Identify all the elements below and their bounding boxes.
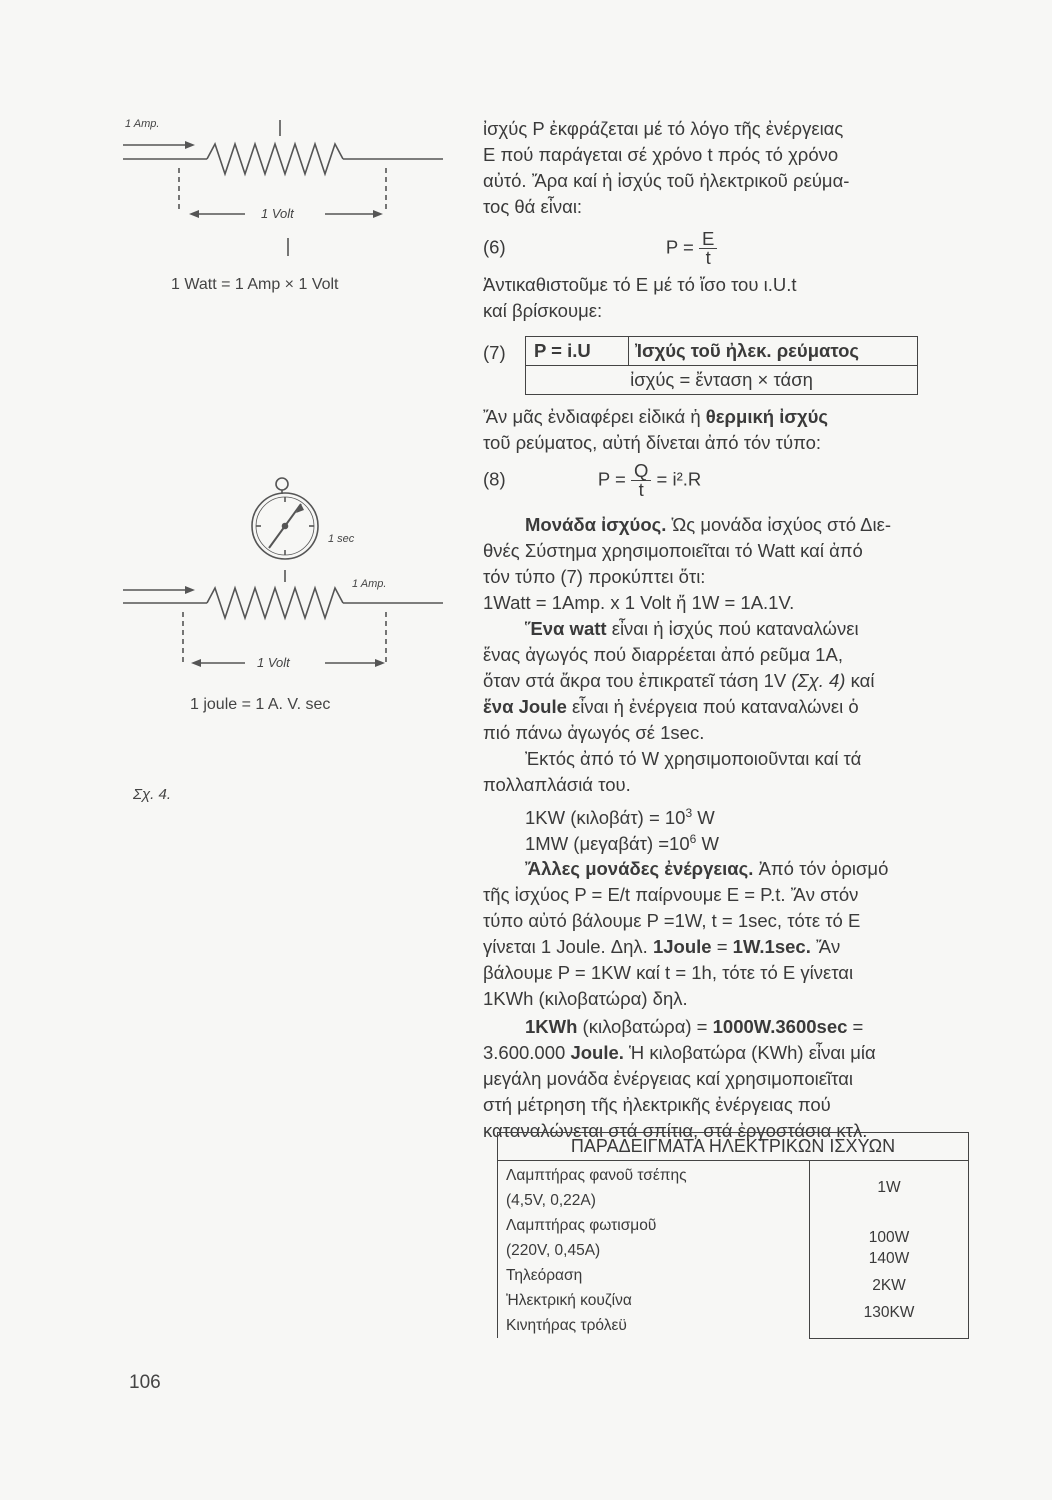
power-value: 130KW	[863, 1304, 915, 1321]
kwh-line	[525, 1014, 863, 1040]
denominator: t	[705, 247, 711, 268]
formula-box	[525, 336, 918, 395]
device-line: Λαμπτήρας φανοῦ τσέπης	[506, 1167, 687, 1184]
joule-line	[483, 694, 859, 720]
kwh-bold: 1000W.3600sec	[712, 1016, 848, 1037]
denominator: t	[638, 479, 644, 500]
intro-line: E πού παράγεται σέ χρόνο t πρός τό χρόνο	[483, 144, 839, 165]
device-line: Τηλεόραση	[506, 1267, 583, 1284]
joule-heading: ἕνα Joule	[483, 696, 567, 717]
heat-line: τοῦ ρεύματος, αὐτή δίνεται ἀπό τόν τύπο:	[483, 432, 822, 453]
joule-line: πιό πάνω ἀγωγός σέ 1sec.	[483, 722, 705, 743]
energy-bold: 1W.1sec.	[732, 936, 811, 957]
figure-watt	[115, 110, 455, 310]
power-value: 2KW	[872, 1277, 906, 1294]
table-cell-device	[498, 1161, 810, 1339]
substitution-line: καί βρίσκουμε:	[483, 300, 603, 321]
figure-ref: (Σχ. 4)	[791, 670, 846, 691]
heat-text: Ἄν μᾶς ἐνδιαφέρει εἰδικά ἡ	[483, 406, 706, 427]
device-line: (4,5V, 0,22A)	[506, 1192, 596, 1209]
numerator: Q	[631, 462, 651, 481]
equation-number: (8)	[483, 468, 506, 490]
energy-line: βάλουμε P = 1KW καί t = 1h, τότε τό E γίνεται	[483, 962, 854, 983]
amp-label: 1 Amp.	[352, 578, 387, 590]
multiples-line: Ἐκτός ἀπό τό W χρησιμοποιοῦνται καί τά	[525, 748, 862, 769]
equation-8	[483, 462, 701, 499]
energy-text: Ἀπό τόν ὁρισμό	[753, 858, 889, 879]
kwh-bold: 1KWh	[525, 1016, 578, 1037]
kw-text: 1KW (κιλοβάτ) = 10	[525, 807, 686, 829]
unit-line: 1Watt = 1Amp. x 1 Volt ἤ 1W = 1A.1V.	[483, 592, 795, 613]
unit-text: Ὡς μονάδα ἰσχύος στό Διε-	[666, 514, 892, 535]
kwh-line: στή μέτρηση τῆς ἠλεκτρικῆς ἐνέργειας πού	[483, 1094, 831, 1115]
energy-line	[525, 856, 888, 882]
kw-unit: W	[692, 807, 715, 829]
equation-number: (7)	[483, 342, 506, 363]
equation-6	[483, 230, 717, 267]
energy-line: 1KWh (κιλοβατώρα) δηλ.	[483, 988, 688, 1009]
kwh-line	[483, 1040, 876, 1066]
mw-line	[525, 826, 719, 857]
mw-text: 1MW (μεγαβάτ) =10	[525, 833, 690, 855]
formula-words: ἰσχύς = ἔνταση × τάση	[526, 366, 918, 395]
watt-line	[483, 668, 874, 694]
device-line: (220V, 0,45A)	[506, 1242, 601, 1259]
substitution-line: Ἀντικαθιστοῦμε τό E μέ τό ἴσο του ι.U.t	[483, 274, 797, 295]
watt-line	[525, 616, 859, 642]
energy-line	[483, 934, 840, 960]
watt-equation: 1 Watt = 1 Amp × 1 Volt	[171, 276, 339, 293]
watt-text: καί	[845, 670, 875, 691]
multiples-line: πολλαπλάσιά του.	[483, 774, 631, 795]
equation-lhs: P =	[665, 236, 694, 258]
energy-text: γίνεται 1 Joule. Δηλ.	[483, 936, 653, 957]
formula-cell: P = i.U	[526, 337, 629, 366]
kwh-text: 3.600.000	[483, 1042, 571, 1063]
power-value: 1W	[877, 1179, 901, 1196]
numerator: E	[699, 230, 717, 249]
energy-bold: 1Joule	[652, 936, 712, 957]
equation-number: (6)	[483, 236, 506, 258]
fraction	[699, 230, 717, 267]
equation-rhs: = i².R	[656, 468, 702, 490]
equation-lhs: P =	[597, 468, 626, 490]
volt-label: 1 Volt	[261, 206, 294, 221]
energy-line: τῆς ἰσχύος P = E/t παίρνουμε E = P.t. Ἄν στόν	[483, 884, 859, 905]
kwh-line: καταναλώνεται στά σπίτια, στά ἐργοστάσια κτλ.	[483, 1120, 868, 1141]
intro-line: ἰσχύς P ἐκφράζεται μέ τό λόγο τῆς ἐνέργειας	[483, 118, 844, 139]
watt-text: εἶναι ἡ ἰσχύς πού καταναλώνει	[606, 618, 859, 639]
kwh-text: (κιλοβατώρα) =	[577, 1016, 713, 1037]
page-number: 106	[129, 1372, 161, 1393]
kwh-bold: Joule.	[570, 1042, 624, 1063]
energy-text: =	[711, 936, 733, 957]
unit-heading: Μονάδα ἰσχύος.	[525, 514, 667, 535]
unit-line: θνές Σύστημα χρησιμοποιεῖται τό Watt καί ἀπό	[483, 540, 863, 561]
device-line: Κινητήρας τρόλεϋ	[506, 1317, 627, 1334]
sec-label: 1 sec	[328, 533, 355, 545]
kwh-text: Ἡ κιλοβατώρα (KWh) εἶναι μία	[623, 1042, 876, 1063]
intro-line: τος θά εἶναι:	[483, 196, 583, 217]
figure-caption: Σχ. 4.	[133, 786, 172, 803]
unit-line	[525, 512, 891, 538]
amp-label: 1 Amp.	[125, 118, 160, 130]
energy-line: τύπο αὐτό βάλουμε P =1W, t = 1sec, τότε τό E	[483, 910, 861, 931]
watt-text: ὅταν στά ἄκρα του ἐπικρατεῖ τάση 1V	[483, 670, 792, 691]
table-title: ΠΑΡΑΔΕΙΓΜΑΤΑ ΗΛΕΚΤΡΙΚΩΝ ΙΣΧΥΩΝ	[498, 1133, 969, 1161]
joule-equation: 1 joule = 1 A. V. sec	[190, 696, 331, 713]
kwh-text: =	[847, 1016, 864, 1037]
figure-joule	[115, 470, 455, 720]
watt-heading: Ἕνα watt	[525, 618, 607, 639]
circuit-joule-diagram	[115, 470, 455, 720]
formula-title: Ἰσχύς τοῦ ἠλεκ. ρεύματος	[629, 337, 918, 366]
volt-label: 1 Volt	[257, 655, 290, 670]
table-cell-power	[810, 1161, 969, 1339]
mw-exponent: 6	[689, 832, 697, 846]
mw-unit: W	[696, 833, 719, 855]
watt-line: ἕνας ἀγωγός πού διαρρέεται ἀπό ρεῦμα 1A,	[483, 644, 843, 665]
joule-text: εἶναι ἡ ἐνέργεια πού καταναλώνει ὁ	[566, 696, 859, 717]
fraction	[631, 462, 651, 499]
power-examples-table	[497, 1132, 969, 1339]
power-value: 140W	[868, 1250, 910, 1267]
unit-line: τόν τύπο (7) προκύπτει ὅτι:	[483, 566, 706, 587]
device-line: Λαμπτήρας φωτισμοῦ	[506, 1217, 657, 1234]
kw-exponent: 3	[685, 806, 693, 820]
energy-text: Ἄν	[810, 936, 841, 957]
heat-bold: θερμική ἰσχύς	[705, 406, 829, 427]
intro-line: αὐτό. Ἄρα καί ἡ ἰσχύς τοῦ ἠλεκτρικοῦ ρεύμα-	[483, 170, 850, 191]
device-line: Ἠλεκτρική κουζίνα	[506, 1292, 632, 1309]
kwh-line: μεγάλη μονάδα ἐνέργειας καί χρησιμοποιεῖται	[483, 1068, 853, 1089]
heat-line	[483, 404, 828, 430]
energy-heading: Ἄλλες μονάδες ἐνέργειας.	[525, 858, 754, 879]
power-value: 100W	[868, 1229, 910, 1246]
